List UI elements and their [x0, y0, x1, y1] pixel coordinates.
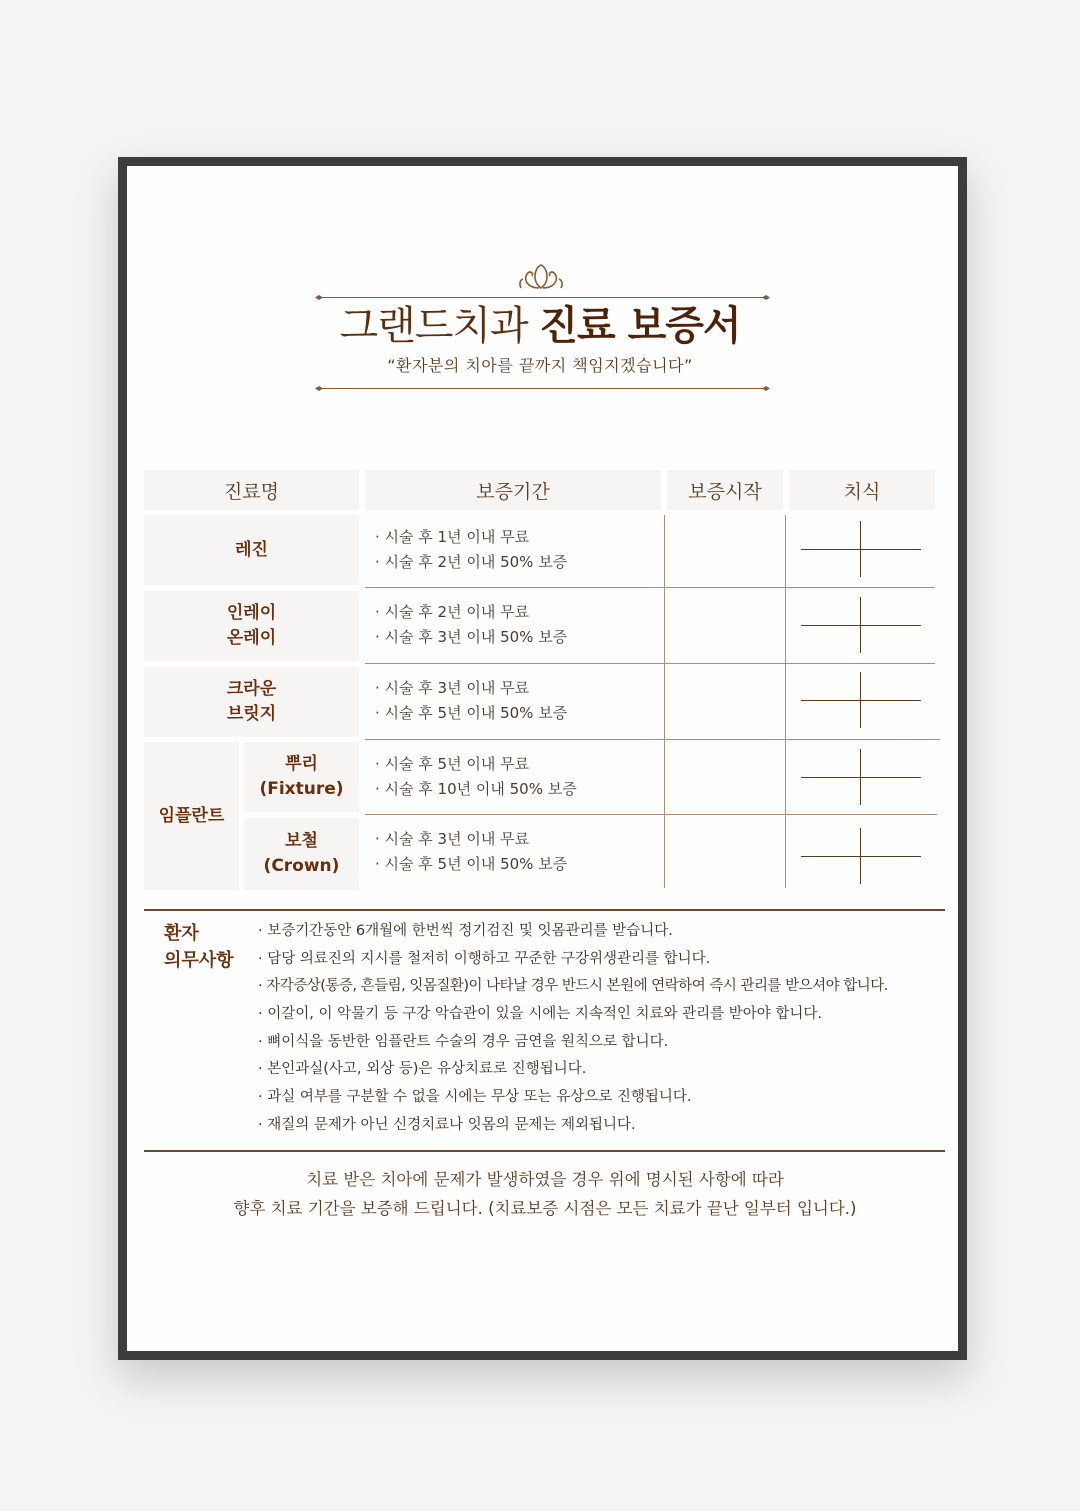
grid-line — [365, 739, 940, 740]
duties-label — [164, 920, 254, 974]
duties-label-line: 환자 — [164, 923, 199, 944]
duty-item: · 자각증상(통증, 흔들림, 잇몸질환)이 나타날 경우 반드시 본원에 연락하여 즉시 관리를 받으셔야 합니다. — [258, 978, 888, 995]
document-title — [290, 300, 790, 352]
period-line: · 시술 후 5년 이내 50% 보증 — [375, 855, 568, 873]
cross-line — [801, 625, 921, 626]
duty-item: · 본인과실(사고, 외상 등)은 유상치료로 진행됩니다. — [258, 1061, 587, 1078]
name-line: 브릿지 — [226, 704, 277, 724]
title-certificate: 진료 보증서 — [539, 303, 741, 349]
row-period-crown-bridge — [375, 676, 660, 726]
row-name-resin — [144, 515, 359, 585]
cross-line — [801, 856, 921, 857]
cross-line — [860, 597, 861, 653]
grid-line — [365, 587, 935, 588]
duty-item: · 재질의 문제가 아닌 신경치료나 잇몸의 문제는 제외됩니다. — [258, 1116, 636, 1133]
section-rule-bottom — [144, 1150, 945, 1152]
row-period-inlay-onlay — [375, 600, 660, 650]
title-bottom-line — [315, 383, 770, 394]
row-period-implant-crown — [375, 827, 660, 877]
name-line: 온레이 — [226, 628, 277, 648]
name-line: (Crown) — [263, 856, 340, 876]
period-line: · 시술 후 3년 이내 무료 — [375, 679, 530, 697]
period-line: · 시술 후 10년 이내 50% 보증 — [375, 780, 577, 798]
cross-line — [801, 549, 921, 550]
grid-line — [664, 515, 665, 888]
name-line: 인레이 — [226, 603, 277, 623]
row-period-fixture — [375, 752, 660, 802]
row-period-resin — [375, 525, 660, 575]
grid-line — [365, 663, 935, 664]
crown-ornament-icon — [518, 262, 564, 290]
period-line: · 시술 후 2년 이내 50% 보증 — [375, 553, 568, 571]
duty-item: · 뼈이식을 동반한 임플란트 수술의 경우 금연을 원칙으로 합니다. — [258, 1033, 669, 1050]
duty-item: · 이갈이, 이 악물기 등 구강 악습관이 있을 시에는 지속적인 치료와 관리를 받아야 합니다. — [258, 1006, 822, 1023]
name-line: 뿌리 — [285, 754, 318, 774]
duty-item: · 보증기간동안 6개월에 한번씩 정기검진 및 잇몸관리를 받습니다. — [258, 923, 673, 939]
period-line: · 시술 후 5년 이내 무료 — [375, 755, 530, 773]
name-line: 보철 — [285, 831, 318, 851]
duties-label-line: 의무사항 — [164, 950, 234, 971]
header-treatment-name: 진료명 — [144, 470, 359, 510]
name-line: 크라운 — [226, 679, 277, 699]
row-name-crown-bridge — [144, 667, 359, 737]
cross-line — [801, 777, 921, 778]
header-warranty-period: 보증기간 — [365, 470, 661, 510]
duties-list — [258, 918, 938, 1140]
cross-line — [860, 521, 861, 577]
footer-line: 향후 치료 기간을 보증해 드립니다. (치료보증 시점은 모든 치료가 끝난 일부터 입니다.) — [233, 1199, 857, 1218]
duty-item: · 담당 의료진의 지시를 철저히 이행하고 꾸준한 구강위생관리를 합니다. — [258, 950, 711, 967]
period-line: · 시술 후 1년 이내 무료 — [375, 528, 530, 546]
period-line: · 시술 후 2년 이내 무료 — [375, 603, 530, 621]
period-line: · 시술 후 3년 이내 50% 보증 — [375, 628, 568, 646]
footer-line: 치료 받은 치아에 문제가 발생하였을 경우 위에 명시된 사항에 따라 — [306, 1170, 784, 1189]
duty-item: · 과실 여부를 구분할 수 없을 시에는 무상 또는 유상으로 진행됩니다. — [258, 1089, 692, 1106]
header-tooth-chart: 치식 — [789, 470, 935, 510]
period-line: · 시술 후 3년 이내 무료 — [375, 830, 530, 848]
title-clinic-name: 그랜드치과 — [339, 303, 528, 349]
cross-line — [860, 749, 861, 805]
row-name-inlay-onlay — [144, 591, 359, 661]
row-name-implant-group: 임플란트 — [144, 742, 239, 890]
name-line: (Fixture) — [259, 779, 344, 799]
grid-line — [785, 515, 786, 888]
document-subtitle: “환자분의 치아를 끝까지 책임지겠습니다” — [387, 356, 693, 375]
footer-note — [150, 1165, 940, 1223]
cross-line — [860, 672, 861, 728]
grid-line — [365, 814, 937, 815]
period-line: · 시술 후 5년 이내 50% 보증 — [375, 704, 568, 722]
row-name-fixture — [244, 742, 359, 812]
header-warranty-start: 보증시작 — [667, 470, 783, 510]
name-line: 레진 — [235, 539, 268, 560]
section-rule-top — [144, 909, 945, 911]
row-name-implant-crown — [244, 818, 359, 890]
cross-line — [860, 828, 861, 884]
cross-line — [801, 700, 921, 701]
